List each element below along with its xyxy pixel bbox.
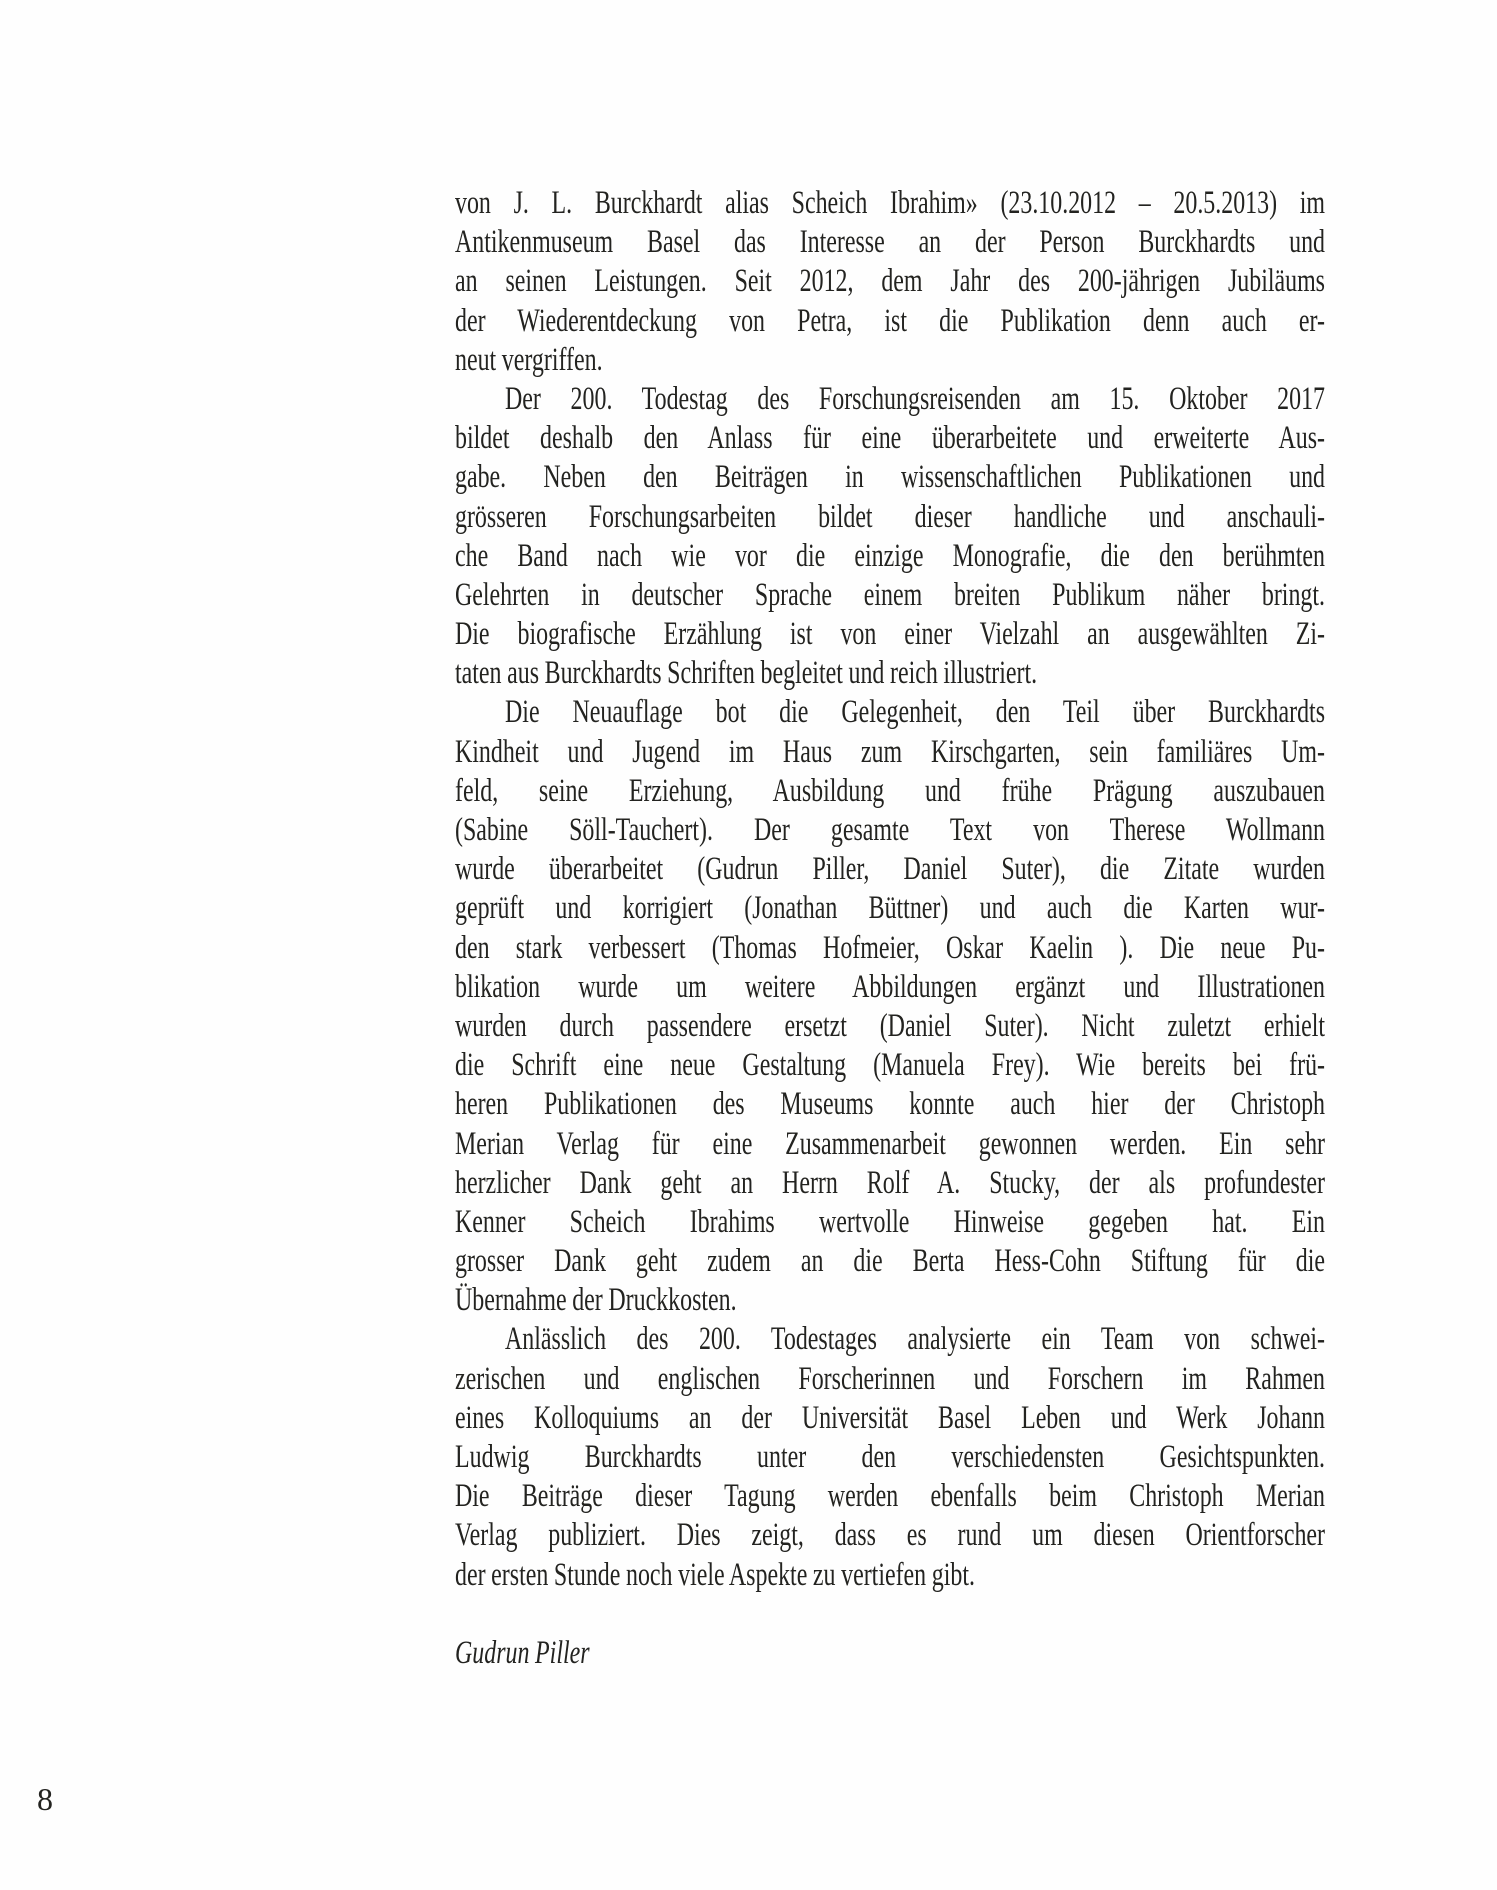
text-line: blikation wurde um weitere Abbildungen ergänzt und Illustrationen (455, 968, 1325, 1005)
text-line: wurden durch passendere ersetzt (Daniel Suter). Nicht zuletzt erhielt (455, 1007, 1325, 1044)
text-line: herzlicher Dank geht an Herrn Rolf A. Stucky, der als profundester (455, 1164, 1325, 1201)
text-line: Kenner Scheich Ibrahims wertvolle Hinweise gegeben hat. Ein (455, 1203, 1325, 1240)
text-line: Ludwig Burckhardts unter den verschiedensten Gesichtspunkten. (455, 1439, 1325, 1475)
text-line: Die Beiträge dieser Tagung werden ebenfalls beim Christoph Merian (455, 1478, 1325, 1515)
text-line: an seinen Leistungen. Seit 2012, dem Jahr des 200-jährigen Jubiläums (455, 263, 1325, 300)
text-line: Übernahme der Druckkosten. (455, 1282, 737, 1319)
text-line: Die biografische Erzählung ist von einer Vielzahl an ausgewählten Zi- (455, 616, 1325, 653)
text-line: der ersten Stunde noch viele Aspekte zu vertiefen gibt. (455, 1556, 975, 1593)
text-line: feld, seine Erziehung, Ausbildung und frühe Prägung auszubauen (455, 772, 1325, 809)
text-line: geprüft und korrigiert (Jonathan Büttner) und auch die Karten wur- (455, 890, 1325, 927)
text-line: Gelehrten in deutscher Sprache einem breiten Publikum näher bringt. (455, 576, 1325, 613)
text-line: Der 200. Todestag des Forschungsreisenden am 15. Oktober 2017 (505, 380, 1325, 417)
text-line: wurde überarbeitet (Gudrun Piller, Daniel Suter), die Zitate wurden (455, 851, 1325, 888)
text-line: Antikenmuseum Basel das Interesse an der Person Burckhardts und (455, 224, 1325, 261)
text-line: che Band nach wie vor die einzige Monografie, die den berühmten (455, 537, 1325, 574)
text-line: (Sabine Söll-Tauchert). Der gesamte Text von Therese Wollmann (455, 812, 1325, 848)
text-line: grosser Dank geht zudem an die Berta Hess-Cohn Stiftung für die (455, 1243, 1325, 1280)
author-signature: Gudrun Piller (455, 1634, 590, 1671)
text-line: die Schrift eine neue Gestaltung (Manuela Frey). Wie bereits bei frü- (455, 1047, 1325, 1084)
text-line: Merian Verlag für eine Zusammenarbeit gewonnen werden. Ein sehr (455, 1125, 1325, 1162)
text-line: Anlässlich des 200. Todestages analysierte ein Team von schwei- (505, 1321, 1325, 1358)
text-line: von J. L. Burckhardt alias Scheich Ibrahim» (23.10.2012 – 20.5.2013) im (455, 185, 1325, 221)
text-line: grösseren Forschungsarbeiten bildet dieser handliche und anschauli- (455, 498, 1325, 535)
text-line: der Wiederentdeckung von Petra, ist die Publikation denn auch er- (455, 302, 1325, 339)
text-line: neut vergriffen. (455, 341, 603, 378)
text-line: Verlag publiziert. Dies zeigt, dass es rund um diesen Orientforscher (455, 1517, 1325, 1554)
text-line: heren Publikationen des Museums konnte auch hier der Christoph (455, 1086, 1325, 1123)
text-block (455, 184, 1325, 1673)
page-number: 8 (37, 1781, 53, 1817)
text-line: zerischen und englischen Forscherinnen und Forschern im Rahmen (455, 1360, 1325, 1397)
text-line: Die Neuauflage bot die Gelegenheit, den Teil über Burckhardts (505, 694, 1325, 731)
text-line: bildet deshalb den Anlass für eine überarbeitete und erweiterte Aus- (455, 420, 1325, 457)
text-line: den stark verbessert (Thomas Hofmeier, Oskar Kaelin ). Die neue Pu- (455, 929, 1325, 966)
text-line: gabe. Neben den Beiträgen in wissenschaftlichen Publikationen und (455, 459, 1325, 496)
text-line: eines Kolloquiums an der Universität Basel Leben und Werk Johann (455, 1399, 1325, 1436)
text-line: Kindheit und Jugend im Haus zum Kirschgarten, sein familiäres Um- (455, 733, 1325, 770)
text-line: taten aus Burckhardts Schriften begleitet und reich illustriert. (455, 655, 1038, 692)
